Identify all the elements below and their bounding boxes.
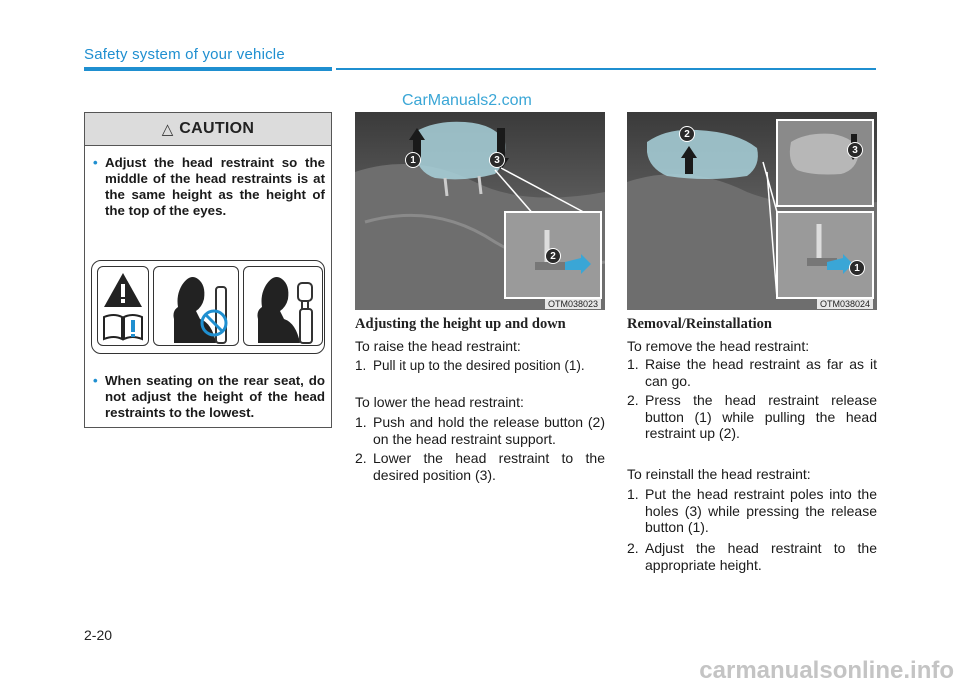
- warning-triangle-icon: △: [161, 121, 174, 138]
- caution-item: [93, 373, 325, 421]
- callout-badge: 2: [545, 248, 561, 264]
- page-number: 2-20: [84, 627, 113, 643]
- callout-badge: 1: [849, 260, 865, 276]
- caution-header: [85, 113, 331, 146]
- figure-removal: [627, 112, 877, 310]
- reinstall-intro: To reinstall the head restraint:: [627, 466, 811, 482]
- raise-intro: To raise the head restraint:: [355, 338, 521, 354]
- remove-step: [627, 356, 877, 389]
- callout-badge: 1: [405, 152, 421, 168]
- bullet: •: [93, 155, 98, 170]
- callout-badge: 2: [679, 126, 695, 142]
- caution-illustration: [91, 260, 325, 354]
- step-text: Push and hold the release button (2) on the head restraint support.: [373, 414, 605, 447]
- figure-code: OTM038024: [817, 299, 873, 309]
- header-bar: [84, 67, 332, 71]
- step-text: Pull it up to the desired position (1).: [373, 358, 585, 373]
- step-text: Raise the head restraint as far as it can go.: [645, 356, 877, 389]
- remove-step: [627, 392, 877, 442]
- correct-position-icon: [243, 266, 323, 346]
- figure-adjust-height: [355, 112, 605, 310]
- caution-item-text: Adjust the head restraint so the middle of the head restraints is at the same height as the height of the top of the eyes.: [105, 155, 325, 218]
- callout-badge: 3: [847, 142, 863, 158]
- raise-step: [355, 358, 605, 375]
- watermark-top: CarManuals2.com: [402, 92, 532, 109]
- step-number: 2.: [627, 392, 639, 408]
- section-header: Safety system of your vehicle: [84, 46, 285, 63]
- step-number: 2.: [355, 450, 367, 466]
- header-rule: [336, 68, 876, 70]
- section-title-removal: Removal/Reinstallation: [627, 316, 772, 332]
- lower-step: [355, 414, 605, 447]
- figure-code: OTM038023: [545, 299, 601, 309]
- lower-step: [355, 450, 605, 483]
- reinstall-step: [627, 540, 877, 573]
- step-number: 1.: [355, 358, 367, 373]
- bullet: •: [93, 373, 98, 388]
- reinstall-step: [627, 486, 877, 536]
- caution-item-text: When seating on the rear seat, do not adjust the height of the head restraints to the lowest.: [105, 373, 325, 420]
- remove-intro: To remove the head restraint:: [627, 338, 810, 354]
- warning-manual-icon: [97, 266, 149, 346]
- step-text: Put the head restraint poles into the holes (3) while pressing the release button (1).: [645, 486, 877, 535]
- step-number: 2.: [627, 540, 639, 556]
- step-number: 1.: [627, 356, 639, 372]
- callout-badge: 3: [489, 152, 505, 168]
- caution-box: [84, 112, 332, 428]
- caution-item: [93, 155, 325, 219]
- section-title-adjust: Adjusting the height up and down: [355, 316, 566, 332]
- step-number: 1.: [355, 414, 367, 430]
- step-text: Press the head restraint release button (1) while pulling the head restraint up (2).: [645, 392, 877, 441]
- caution-title: CAUTION: [179, 120, 255, 137]
- step-number: 1.: [627, 486, 639, 502]
- step-text: Lower the head restraint to the desired position (3).: [373, 450, 605, 483]
- watermark-bottom: carmanualsonline.info: [699, 657, 954, 684]
- wrong-position-icon: [153, 266, 239, 346]
- lower-intro: To lower the head restraint:: [355, 394, 524, 410]
- step-text: Adjust the head restraint to the appropriate height.: [645, 540, 877, 573]
